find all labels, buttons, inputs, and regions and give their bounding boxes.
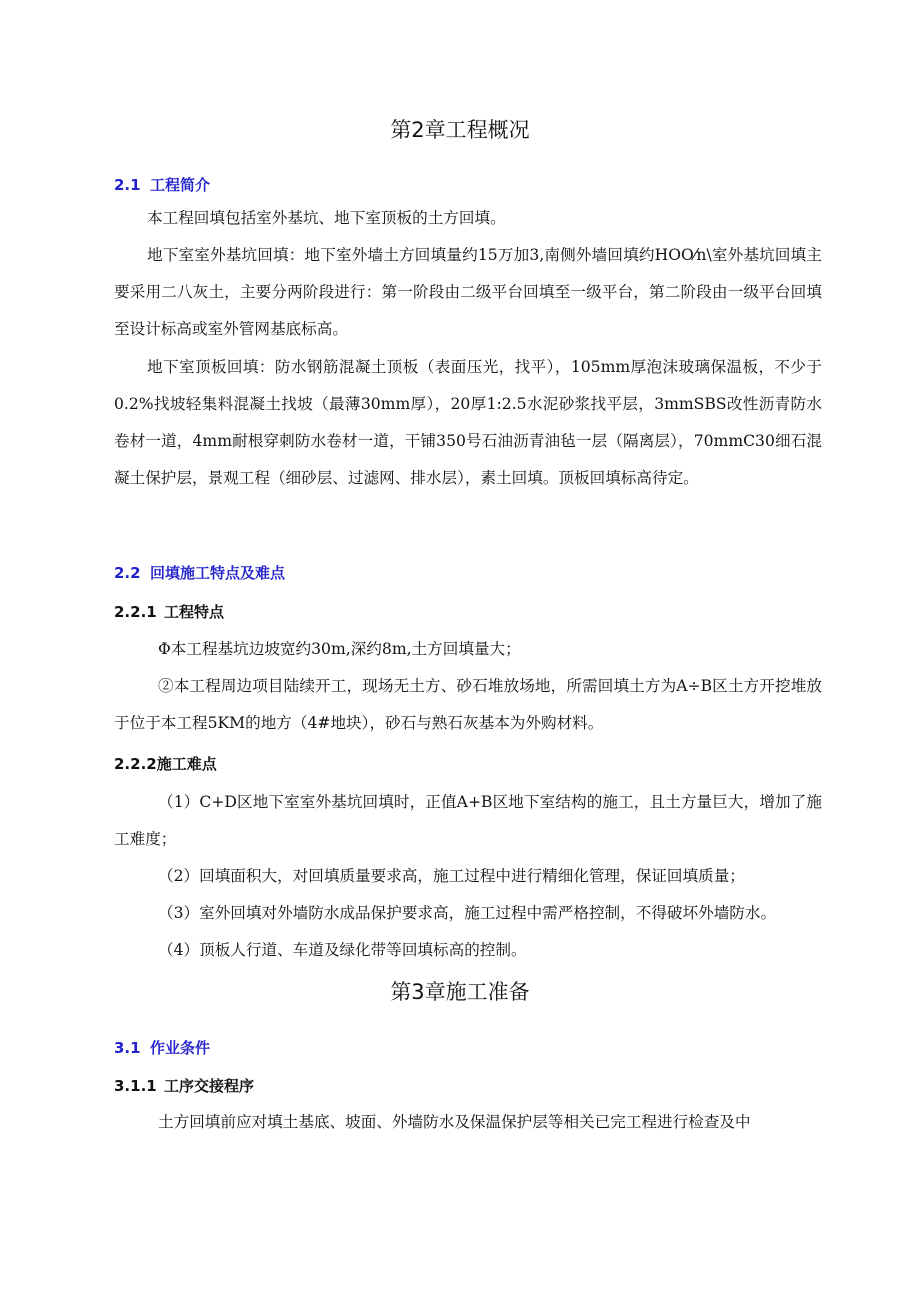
paragraph: 地下室室外基坑回填：地下室外墙土方回填量约15万加3,南侧外墙回填约HOO⁄n\室外基坑回填主要采用二八灰土，主要分两阶段进行：第一阶段由二级平台回填至一级平台，第二阶段由一级平台回填至设计标高或室外管网基底标高。 bbox=[114, 246, 822, 338]
list-item: （2）回填面积大，对回填质量要求高，施工过程中进行精细化管理，保证回填质量； bbox=[158, 867, 745, 885]
subsection-2-2-1-heading bbox=[114, 601, 224, 622]
section-2-2-heading bbox=[114, 562, 285, 583]
section-title: 工程简介 bbox=[150, 176, 211, 194]
subsection-2-2-2-heading bbox=[114, 753, 217, 774]
section-2-1-heading bbox=[114, 174, 210, 195]
section-number: 2.1 bbox=[114, 176, 141, 194]
section-3-1-heading bbox=[114, 1037, 210, 1058]
list-item: Φ本工程基坑边坡宽约30m,深约8m,土方回填量大； bbox=[158, 640, 521, 658]
list-item: （1）C+D区地下室室外基坑回填时，正值A+B区地下室结构的施工，且土方量巨大，增加了施工难度； bbox=[114, 793, 822, 848]
paragraph: 地下室顶板回填：防水钢筋混凝土顶板（表面压光，找平），105mm厚泡沫玻璃保温板，不少于0.2%找坡轻集料混凝土找坡（最薄30mm厚），20厚1:2.5水泥砂浆找平层，3mmSBS改性沥青防水卷材一道，4mm耐根穿刺防水卷材一道，干铺350号石油沥青油毡一层（隔离层），70mmC30细石混凝土保护层，景观工程（细砂层、过滤网、排水层），素土回填。顶板回填标高待定。 bbox=[114, 358, 822, 487]
chapter-2-title: 第2章工程概况 bbox=[390, 118, 530, 142]
subsection-3-1-1-heading bbox=[114, 1075, 254, 1096]
subsection-number: 3.1.1 bbox=[114, 1077, 157, 1095]
subsection-number: 2.2.2 bbox=[114, 755, 157, 773]
subsection-title: 工程特点 bbox=[164, 603, 225, 621]
list-item: （4）顶板人行道、车道及绿化带等回填标高的控制。 bbox=[158, 941, 527, 959]
section-number: 2.2 bbox=[114, 564, 141, 582]
subsection-title: 工序交接程序 bbox=[164, 1077, 255, 1095]
list-item: ②本工程周边项目陆续开工，现场无土方、砂石堆放场地，所需回填土方为A÷B区土方开挖堆放于位于本工程5KM的地方（4#地块），砂石与熟石灰基本为外购材料。 bbox=[114, 677, 822, 732]
paragraph: 土方回填前应对填土基底、坡面、外墙防水及保温保护层等相关已完工程进行检查及中 bbox=[158, 1113, 751, 1131]
list-item: （3）室外回填对外墙防水成品保护要求高，施工过程中需严格控制，不得破坏外墙防水。 bbox=[158, 904, 777, 922]
subsection-title: 施工难点 bbox=[156, 755, 217, 773]
section-title: 回填施工特点及难点 bbox=[150, 564, 286, 582]
section-number: 3.1 bbox=[114, 1039, 141, 1057]
section-title: 作业条件 bbox=[150, 1039, 211, 1057]
chapter-3-title: 第3章施工准备 bbox=[390, 980, 530, 1004]
subsection-number: 2.2.1 bbox=[114, 603, 157, 621]
paragraph: 本工程回填包括室外基坑、地下室顶板的土方回填。 bbox=[147, 209, 506, 227]
